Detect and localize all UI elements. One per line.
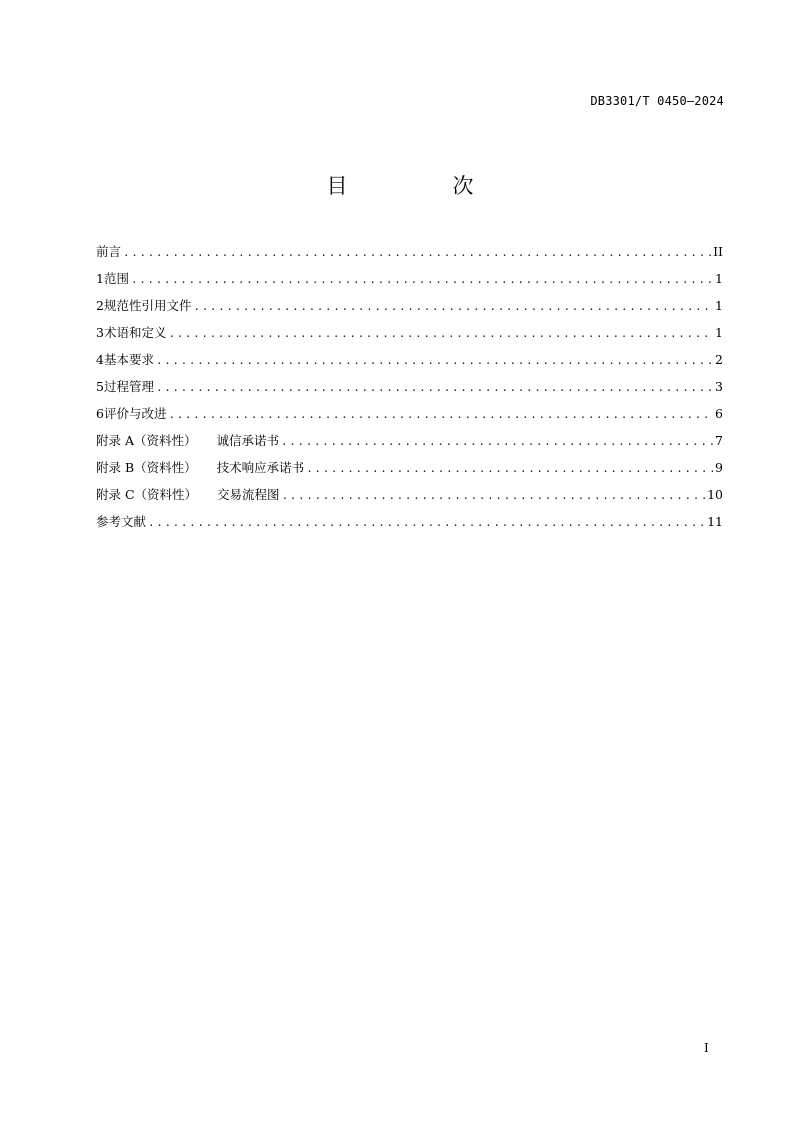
- toc-page-number: 9: [715, 460, 723, 475]
- toc-dot-leader: [281, 432, 713, 452]
- toc-entry-title: 附录 A（资料性）: [96, 433, 197, 448]
- toc-page-number: 11: [707, 514, 723, 529]
- toc-entry-title: 过程管理: [103, 379, 154, 394]
- toc-dot-leader: [156, 351, 713, 371]
- toc-entry-subtitle: 交易流程图: [217, 487, 280, 502]
- toc-entry-title: 规范性引用文件: [103, 298, 192, 313]
- toc-dot-leader: [148, 513, 705, 533]
- toc-page-number: 3: [715, 379, 723, 394]
- toc-page-number: 1: [715, 298, 723, 313]
- table-of-contents: [96, 242, 723, 539]
- toc-section-number: 5: [96, 379, 104, 394]
- toc-entry-title: 基本要求: [103, 352, 154, 367]
- toc-dot-leader: [168, 405, 713, 425]
- toc-page-number: II: [713, 244, 723, 259]
- toc-entry-title: 范围: [103, 271, 129, 286]
- toc-entry-evaluation-improvement[interactable]: [96, 404, 723, 431]
- toc-dot-leader: [168, 324, 713, 344]
- toc-section-number: 6: [96, 406, 104, 421]
- toc-entry-subtitle: 诚信承诺书: [216, 433, 280, 448]
- toc-page-number: 2: [715, 352, 723, 367]
- toc-page-number: 6: [715, 406, 723, 421]
- toc-section-number: 1: [96, 271, 104, 286]
- toc-dot-leader: [193, 297, 713, 317]
- document-code: DB3301/T 0450—2024: [590, 94, 724, 108]
- toc-entry-appendix-b[interactable]: [96, 458, 723, 485]
- toc-page-number: 1: [715, 271, 723, 286]
- toc-section-number: 4: [96, 352, 104, 367]
- page-title: 目 次: [326, 174, 516, 198]
- toc-entry-foreword[interactable]: [96, 242, 723, 269]
- toc-entry-appendix-c[interactable]: [96, 485, 723, 512]
- toc-entry-scope[interactable]: [96, 269, 723, 296]
- toc-dot-leader: [131, 270, 713, 290]
- toc-page-number: 7: [715, 433, 723, 448]
- toc-entry-bibliography[interactable]: [96, 512, 723, 539]
- toc-section-number: 3: [96, 325, 104, 340]
- toc-page-number: 10: [707, 487, 723, 502]
- toc-entry-title: 附录 B（资料性）: [96, 460, 197, 475]
- toc-entry-title: 参考文献: [96, 514, 147, 529]
- toc-section-number: 2: [96, 298, 104, 313]
- toc-entry-title: 前言: [96, 244, 122, 259]
- toc-entry-title: 评价与改进: [103, 406, 167, 421]
- toc-entry-normative-references[interactable]: [96, 296, 723, 323]
- toc-entry-process-management[interactable]: [96, 377, 723, 404]
- toc-dot-leader: [282, 486, 706, 506]
- page-number: I: [704, 1041, 709, 1055]
- toc-page-number: 1: [715, 325, 723, 340]
- toc-entry-appendix-a[interactable]: [96, 431, 723, 458]
- toc-entry-terms-definitions[interactable]: [96, 323, 723, 350]
- toc-entry-subtitle: 技术响应承诺书: [216, 460, 305, 475]
- toc-dot-leader: [306, 459, 713, 479]
- toc-entry-basic-requirements[interactable]: [96, 350, 723, 377]
- toc-entry-title: 术语和定义: [103, 325, 167, 340]
- toc-dot-leader: [156, 378, 713, 398]
- toc-entry-title: 附录 C（资料性）: [96, 487, 198, 502]
- toc-dot-leader: [123, 243, 711, 263]
